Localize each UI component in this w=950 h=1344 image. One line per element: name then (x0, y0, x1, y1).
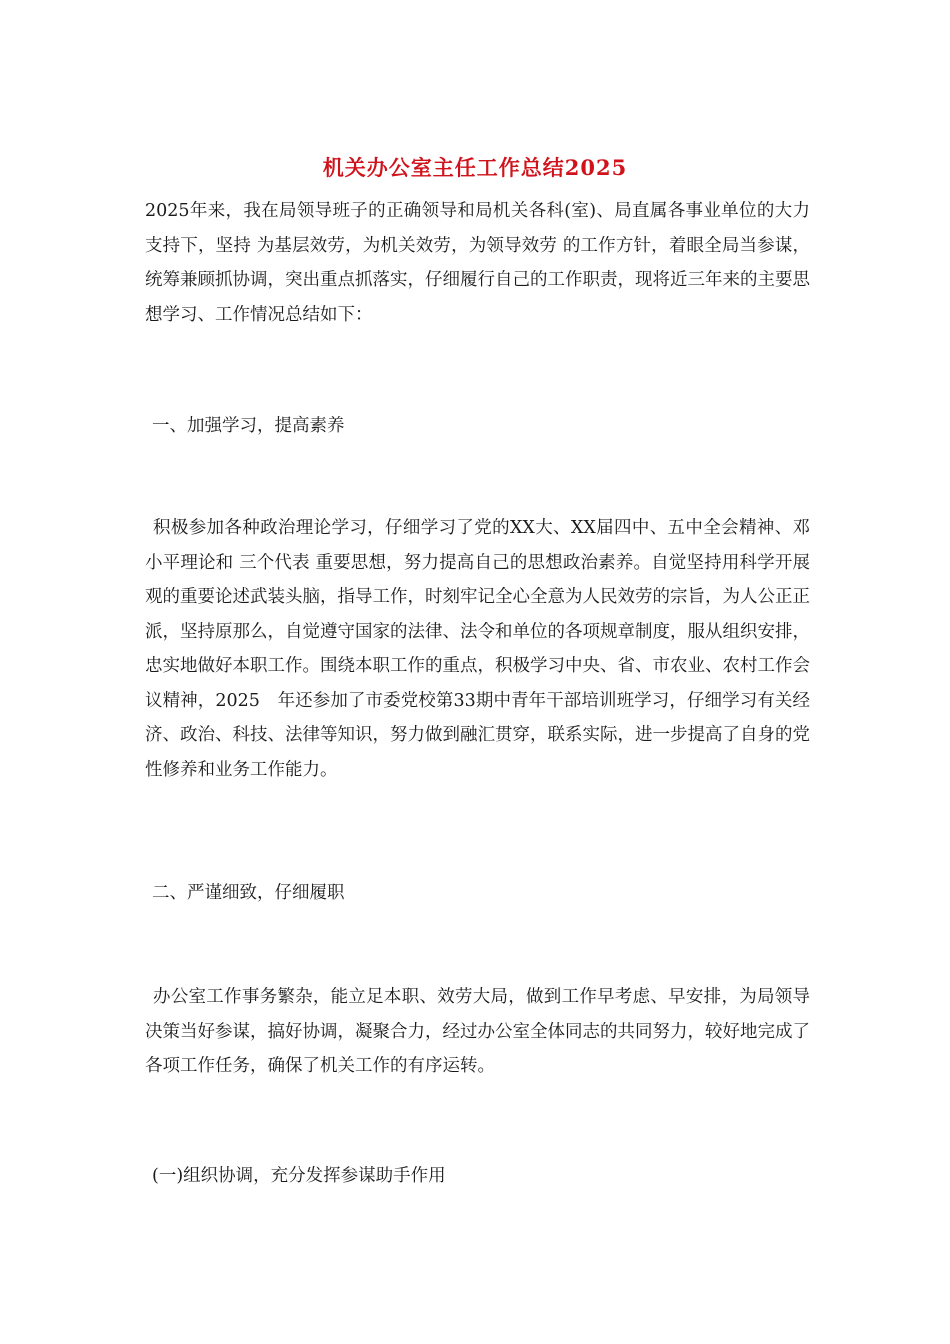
section-2-paragraph: 办公室工作事务繁杂，能立足本职、效劳大局，做到工作早考虑、早安排，为局领导决策当好参谋，搞好协调，凝聚合力，经过办公室全体同志的共同努力，较好地完成了各项工作任务，确保了机关工作的有序运转。 (145, 987, 810, 1076)
section-1-paragraph: 积极参加各种政治理论学习，仔细学习了党的XX大、XX届四中、五中全会精神、邓小平理论和 三个代表 重要思想，努力提高自己的思想政治素养。自觉坚持用科学开展观的重要论述武装头脑，指导工作，时刻牢记全心全意为人民效劳的宗旨，为人公正正派，坚持原那么，自觉遵守国家的法律、法令和单位的各项规章制度，服从组织安排，忠实地做好本职工作。围绕本职工作的重点，积极学习中央、省、市农业、农村工作会议精神，2025 年还参加了市委党校第33期中青年干部培训班学习，仔细学习有关经济、政治、科技、法律等知识，努力做到融汇贯穿，联系实际，进一步提高了自身的党性修养和业务工作能力。 (145, 518, 810, 780)
section-1-heading: 一、加强学习，提高素养 (152, 416, 345, 436)
subsection-1-heading: (一)组织协调，充分发挥参谋助手作用 (152, 1166, 446, 1186)
document-title: 机关办公室主任工作总结2025 (322, 155, 628, 180)
section-2-heading: 二、严谨细致，仔细履职 (152, 883, 345, 903)
intro-paragraph: 2025年来，我在局领导班子的正确领导和局机关各科(室)、局直属各事业单位的大力支持下，坚持 为基层效劳，为机关效劳，为领导效劳 的工作方针，着眼全局当参谋，统筹兼顾抓协调，突出重点抓落实，仔细履行自己的工作职责，现将近三年来的主要思想学习、工作情况总结如下： (145, 201, 810, 325)
